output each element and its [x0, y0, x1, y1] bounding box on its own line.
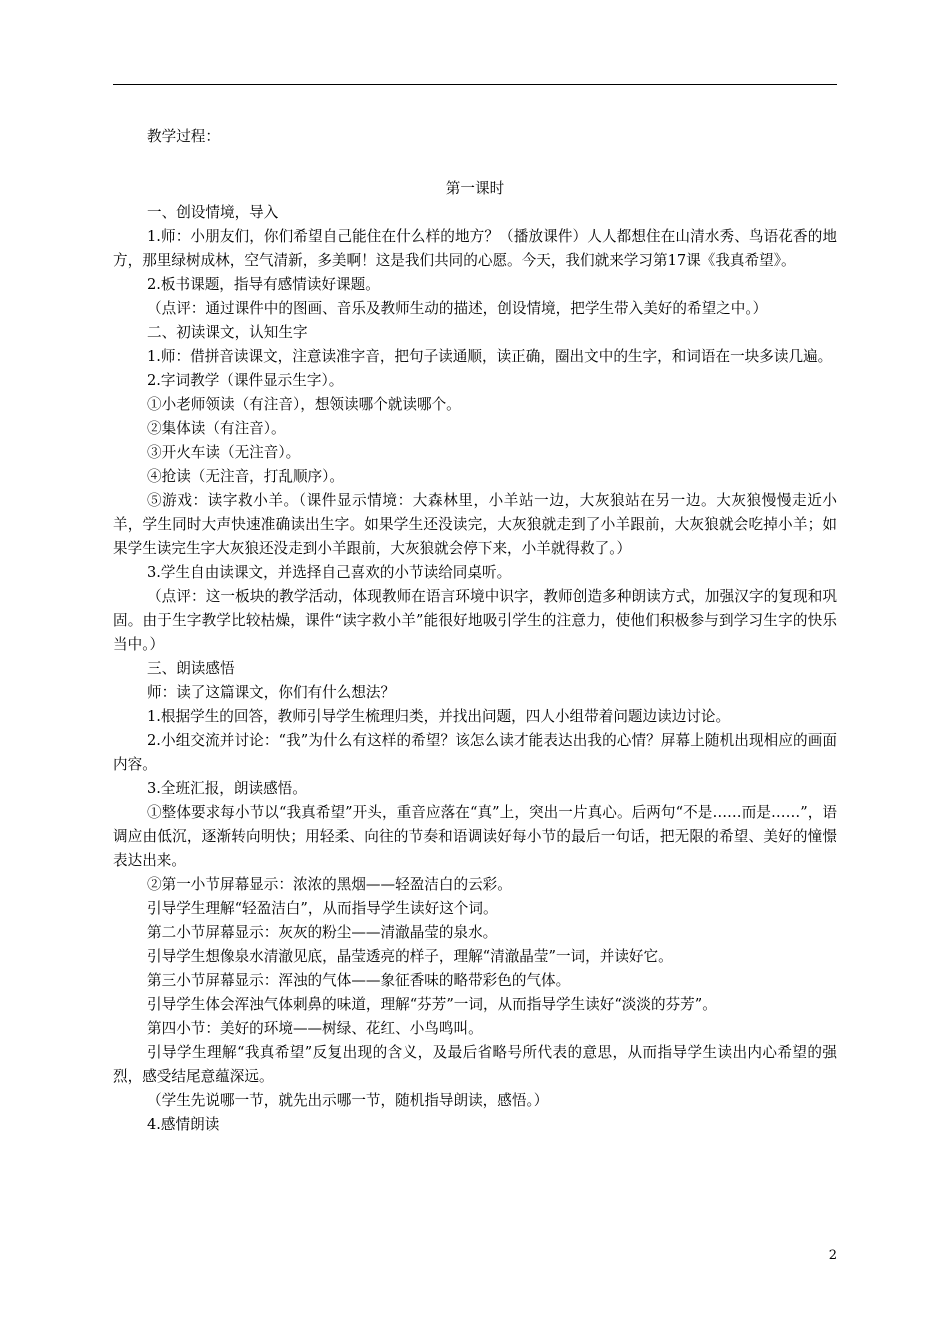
paragraph: 2.板书课题，指导有感情读好课题。 — [147, 276, 380, 293]
page-number: 2 — [828, 1248, 837, 1263]
paragraph: ⑤游戏：读字救小羊。（课件显示情境：大森林里，小羊站一边，大灰狼站在另一边。大灰狼慢慢走近小羊，学生同时大声快速准确读出生字。如果学生还没读完，大灰狼就走到了小羊跟前，大灰狼就会吃掉小羊；如果学生读完生字大灰狼还没走到小羊跟前，大灰狼就会停下来，小羊就得救了。） — [113, 492, 837, 557]
paragraph: 2.字词教学（课件显示生字）。 — [147, 372, 344, 389]
paragraph: （点评：这一板块的教学活动，体现教师在语言环境中识字，教师创造多种朗读方式，加强汉字的复现和巩固。由于生字教学比较枯燥，课件“读字救小羊”能很好地吸引学生的注意力，使他们积极参与到学习生字的快乐当中。） — [113, 588, 837, 653]
paragraph: ④抢读（无注音，打乱顺序）。 — [147, 468, 345, 485]
paragraph: 1.师：借拼音读课文，注意读准字音，把句子读通顺，读正确，圈出文中的生字，和词语在一块多读几遍。 — [147, 348, 833, 365]
paragraph: 2.小组交流并讨论：“我”为什么有这样的希望？该怎么读才能表达出我的心情？屏幕上随机出现相应的画面内容。 — [113, 732, 837, 773]
paragraph: 3.全班汇报，朗读感悟。 — [147, 780, 307, 797]
paragraph: （学生先说哪一节，就先出示哪一节，随机指导朗读，感悟。） — [147, 1092, 549, 1109]
paragraph: 三、朗读感悟 — [147, 660, 235, 677]
paragraph: 引导学生理解“轻盈洁白”，从而指导学生读好这个词。 — [147, 900, 498, 917]
paragraph: 第四小节：美好的环境——树绿、花红、小鸟鸣叫。 — [147, 1020, 483, 1037]
paragraph: 师：读了这篇课文，你们有什么想法？ — [147, 684, 396, 701]
lesson-title: 第一课时 — [445, 180, 505, 197]
paragraph-list — [113, 201, 837, 1137]
document-body — [113, 125, 837, 1137]
header-rule — [113, 84, 837, 85]
paragraph: ①整体要求每小节以“我真希望”开头，重音应落在“真”上，突出一片真心。后两句“不是……而是……”，语调应由低沉，逐渐转向明快；用轻柔、向往的节奏和语调读好每小节的最后一句话，把无限的希望、美好的憧憬表达出来。 — [113, 804, 837, 869]
paragraph: ①小老师领读（有注音），想领读哪个就读哪个。 — [147, 396, 461, 413]
paragraph: 一、创设情境，导入 — [147, 204, 279, 221]
spacer — [113, 149, 837, 177]
paragraph: 第二小节屏幕显示：灰灰的粉尘——清澈晶莹的泉水。 — [147, 924, 498, 941]
paragraph: 引导学生想像泉水清澈见底，晶莹透亮的样子，理解“清澈晶莹”一词，并读好它。 — [147, 948, 673, 965]
section-label: 教学过程： — [147, 128, 220, 145]
paragraph: 二、初读课文，认知生字 — [147, 324, 308, 341]
paragraph: ③开火车读（无注音）。 — [147, 444, 301, 461]
paragraph: 1.师：小朋友们，你们希望自己能住在什么样的地方？（播放课件）人人都想住在山清水秀、鸟语花香的地方，那里绿树成林，空气清新，多美啊！这是我们共同的心愿。今天，我们就来学习第17课《我真希望》。 — [113, 228, 837, 269]
paragraph: （点评：通过课件中的图画、音乐及教师生动的描述，创设情境，把学生带入美好的希望之中。） — [147, 300, 768, 317]
paragraph: 引导学生体会浑浊气体刺鼻的味道，理解“芬芳”一词，从而指导学生读好“淡淡的芬芳”。 — [147, 996, 717, 1013]
paragraph: ②集体读（有注音）。 — [147, 420, 286, 437]
paragraph: 引导学生理解“我真希望”反复出现的含义，及最后省略号所代表的意思，从而指导学生读出内心希望的强烈，感受结尾意蕴深远。 — [113, 1044, 837, 1085]
paragraph: 3.学生自由读课文，并选择自己喜欢的小节读给同桌听。 — [147, 564, 512, 581]
paragraph: ②第一小节屏幕显示：浓浓的黑烟——轻盈洁白的云彩。 — [147, 876, 512, 893]
paragraph: 1.根据学生的回答，教师引导学生梳理归类，并找出问题，四人小组带着问题边读边讨论。 — [147, 708, 731, 725]
paragraph: 4.感情朗读 — [147, 1116, 220, 1133]
paragraph: 第三小节屏幕显示：浑浊的气体——象征香味的略带彩色的气体。 — [147, 972, 571, 989]
